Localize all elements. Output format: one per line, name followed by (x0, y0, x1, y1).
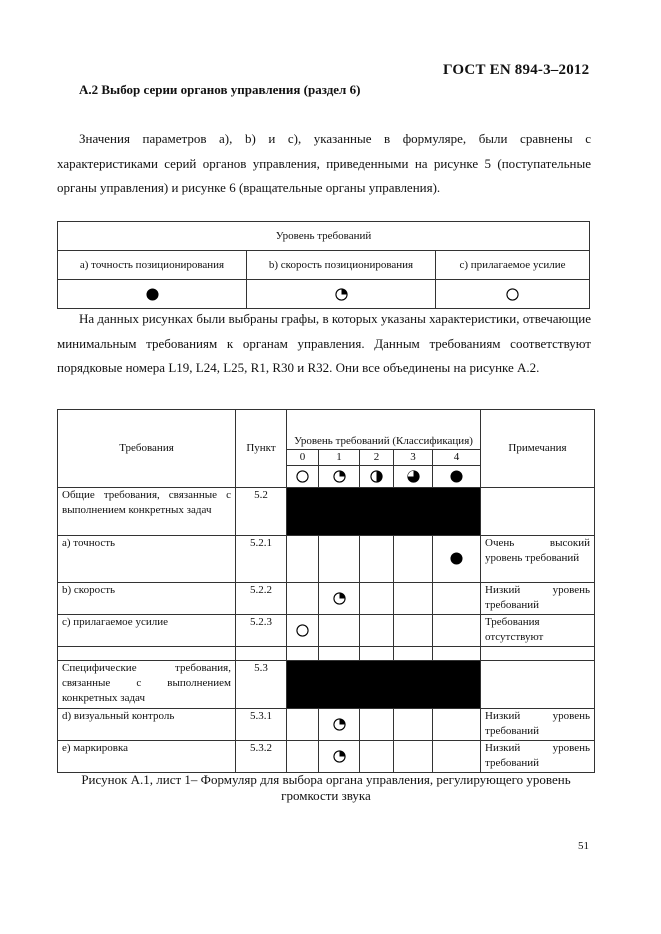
notes-cell: Низкий уровень требований (481, 583, 595, 615)
black-fill (287, 488, 481, 536)
req-cell: Общие требования, связанные с выполнением конкретных задач (58, 488, 236, 536)
level-label: 2 (360, 450, 394, 466)
table1-col-force: c) прилагаемое усилие (436, 251, 590, 280)
header-notes: Примечания (481, 410, 595, 488)
table-row (58, 741, 595, 773)
req-cell: c) прилагаемое усилие (58, 615, 236, 647)
table-row (58, 709, 595, 741)
figure-caption: Рисунок А.1, лист 1– Формуляр для выбора органа управления, регулирующего уровень громкости звука (81, 772, 571, 803)
page-number: 51 (578, 840, 589, 852)
notes-cell (481, 661, 595, 709)
header-level: Уровень требований (Классификация) (287, 410, 481, 450)
black-fill (287, 661, 481, 709)
notes-cell (481, 488, 595, 536)
req-cell: b) скорость (58, 583, 236, 615)
table-row (58, 536, 595, 583)
quarter-circle-icon (333, 718, 346, 731)
req-cell: Специфические требования, связанные с выполнением конкретных задач (58, 661, 236, 709)
half-circle-icon (370, 470, 383, 483)
quarter-circle-icon (333, 592, 346, 605)
full-circle-icon (450, 552, 463, 565)
req-cell: а) точность (58, 536, 236, 583)
item-cell: 5.3.2 (236, 741, 287, 773)
table1-col-speed: b) скорость позиционирования (247, 251, 436, 280)
table1-symbol-accuracy (58, 280, 247, 309)
req-cell: d) визуальный контроль (58, 709, 236, 741)
level-label: 0 (287, 450, 319, 466)
item-cell: 5.2.3 (236, 615, 287, 647)
level-label: 3 (394, 450, 433, 466)
item-cell: 5.2.1 (236, 536, 287, 583)
table1-symbol-speed (247, 280, 436, 309)
quarter-circle-icon (333, 470, 346, 483)
quarter-circle-icon (333, 750, 346, 763)
notes-cell: Очень высокий уровень требований (481, 536, 595, 583)
paragraph-2: На данных рисунках были выбраны графы, в которых указаны характеристики, отвечающие минимальным требованиям к органам управления. Данным требованиям соответствуют порядковые номера L19, L24, L25, R1, R30 и R32. Они все объединены на рисунке А.2. (57, 311, 591, 375)
empty-circle-icon (506, 288, 519, 301)
item-cell: 5.2 (236, 488, 287, 536)
standard-code: ГОСТ EN 894-3–2012 (443, 62, 590, 78)
item-cell: 5.2.2 (236, 583, 287, 615)
header-requirements: Требования (58, 410, 236, 488)
three-quarter-circle-icon (407, 470, 420, 483)
notes-cell: Низкий уровень требований (481, 709, 595, 741)
level-label: 4 (433, 450, 481, 466)
table-row (58, 583, 595, 615)
notes-cell: Требования отсутствуют (481, 615, 595, 647)
item-cell: 5.3 (236, 661, 287, 709)
section-title: А.2 Выбор серии органов управления (раздел 6) (79, 82, 361, 97)
requirements-level-table (57, 221, 590, 309)
empty-circle-icon (296, 470, 309, 483)
table-row (58, 647, 595, 661)
item-cell: 5.3.1 (236, 709, 287, 741)
notes-cell: Низкий уровень требований (481, 741, 595, 773)
table1-col-accuracy: а) точность позиционирования (58, 251, 247, 280)
table1-symbol-force (436, 280, 590, 309)
header-item: Пункт (236, 410, 287, 488)
empty-circle-icon (296, 624, 309, 637)
paragraph-1: Значения параметров a), b) и c), указанные в формуляре, были сравнены с характеристиками серий органов управления, приведенными на рисунке 5 (поступательные органы управления) и рисунке 6 (вращательные органы управления). (57, 131, 591, 195)
full-circle-icon (450, 470, 463, 483)
table-row (58, 661, 595, 709)
table-row (58, 615, 595, 647)
table-row (58, 488, 595, 536)
level-label: 1 (319, 450, 360, 466)
selection-form-table (57, 409, 595, 773)
req-cell: e) маркировка (58, 741, 236, 773)
table1-title: Уровень требований (58, 222, 590, 251)
quarter-circle-icon (335, 288, 348, 301)
full-circle-icon (146, 288, 159, 301)
